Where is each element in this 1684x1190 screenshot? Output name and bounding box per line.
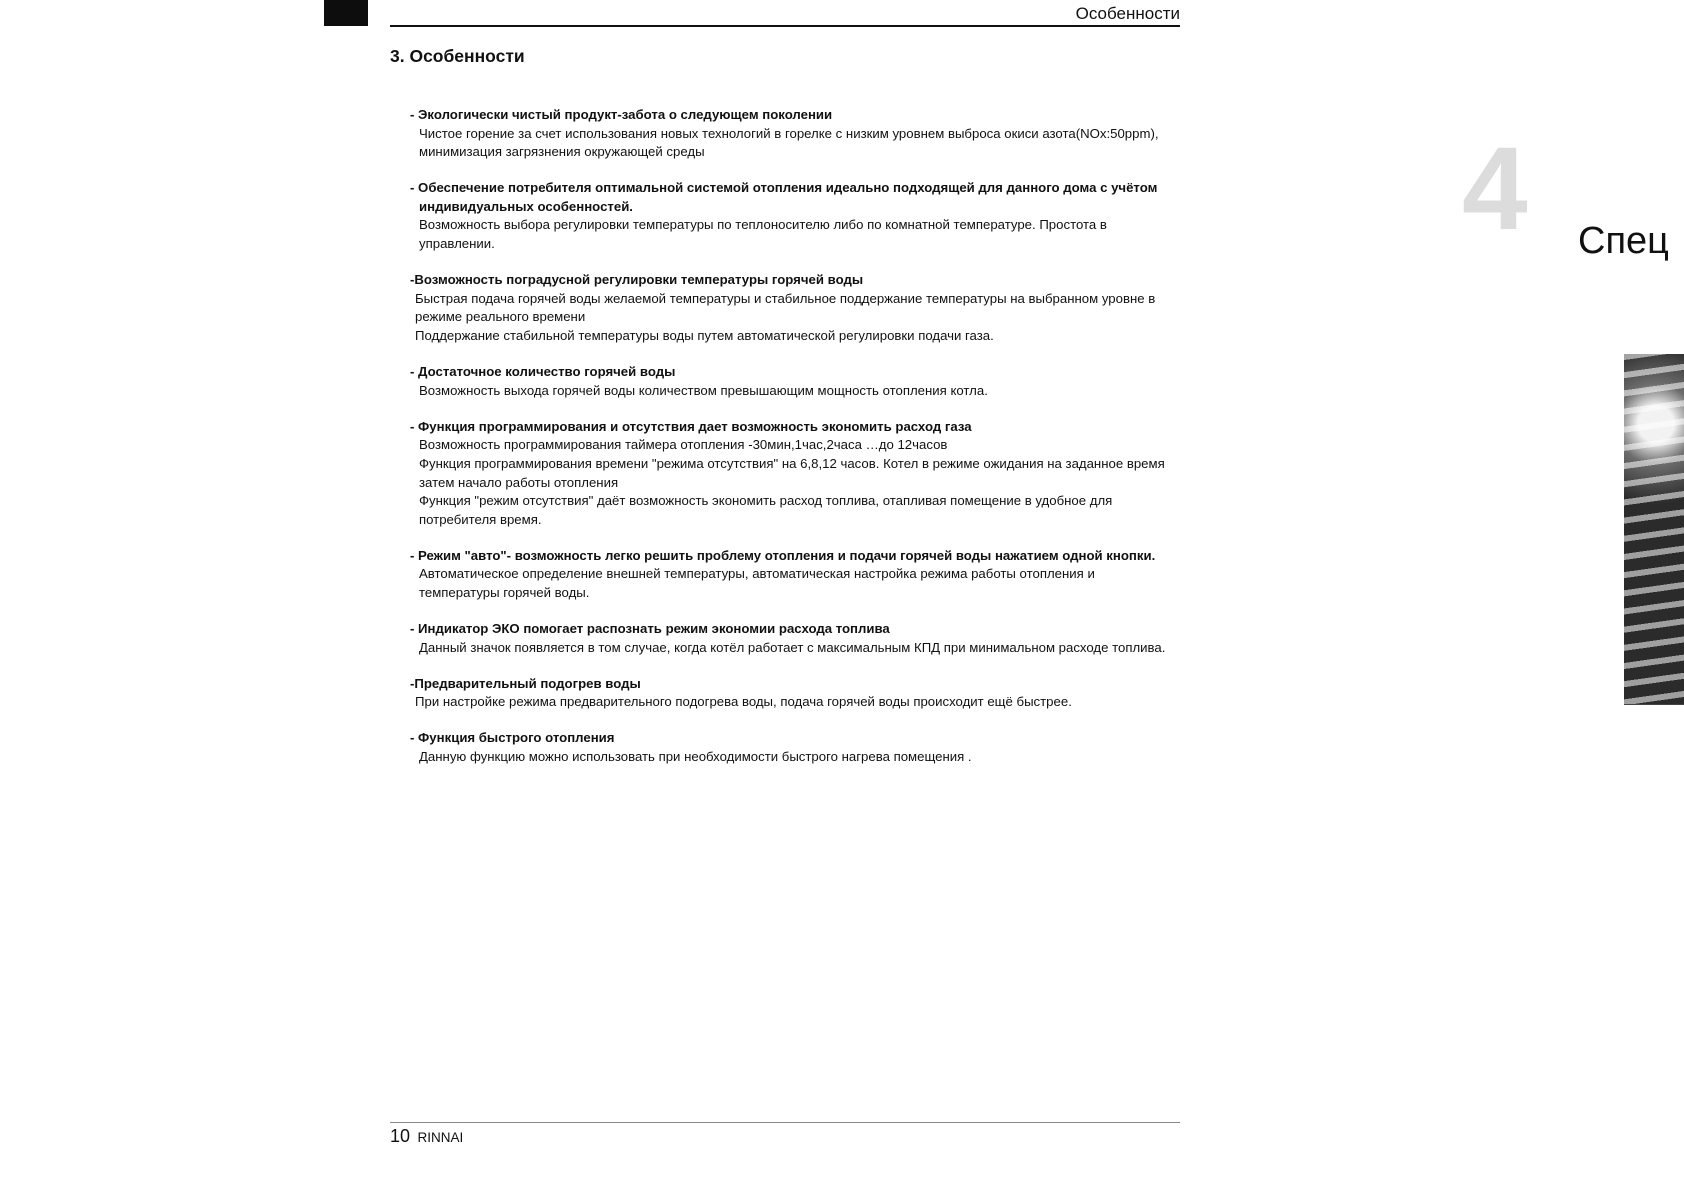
feature-text: температуры горячей воды. [419, 584, 590, 600]
feature-title: - Обеспечение потребителя оптимальной системой отопления идеально подходящей для данного дома с учётом [410, 180, 1158, 196]
feature-item [410, 179, 1190, 253]
feature-title: - Функция программирования и отсутствия дает возможность экономить расход газа [410, 418, 972, 434]
feature-title: -Возможность поградусной регулировки температуры горячей воды [410, 272, 864, 288]
feature-item [410, 363, 1190, 400]
feature-item [410, 729, 1190, 766]
feature-title: - Режим "авто"- возможность легко решить проблему отопления и подачи горячей воды нажатием одной кнопки. [410, 547, 1156, 563]
header-rule [390, 25, 1180, 27]
feature-text: Функция программирования времени "режима отсутствия" на 6,8,12 часов. Котел в режиме ожидания на заданное время [419, 455, 1165, 471]
next-chapter-number: 4 [1462, 123, 1528, 255]
feature-item [410, 547, 1190, 603]
feature-text: При настройке режима предварительного подогрева воды, подача горячей воды происходит ещё быстрее. [415, 694, 1072, 710]
feature-text: Автоматическое определение внешней температуры, автоматическая настройка режима работы отопления и [419, 566, 1095, 582]
feature-list [410, 106, 1190, 784]
page-footer [390, 1126, 463, 1147]
feature-text: Данный значок появляется в том случае, когда котёл работает с максимальным КПД при минимальном расходе топлива. [419, 639, 1166, 655]
feature-text: Возможность выбора регулировки температуры по теплоносителю либо по комнатной температуре. Простота в [419, 217, 1107, 233]
feature-item [410, 106, 1190, 162]
footer-rule [390, 1122, 1180, 1123]
feature-text: Функция "режим отсутствия" даёт возможность экономить расход топлива, отапливая помещение в удобное для [419, 493, 1113, 509]
feature-text: Чистое горение за счет использования новых технологий в горелке с низким уровнем выброса окиси азота(NOx:50ppm), [419, 125, 1159, 141]
feature-title: -Предварительный подогрев воды [410, 675, 641, 691]
feature-title: - Достаточное количество горячей воды [410, 364, 676, 380]
feature-item [410, 271, 1190, 345]
feature-text: Возможность программирования таймера отопления -30мин,1час,2часа …до 12часов [419, 437, 948, 453]
feature-title-continuation: индивидуальных особенностей. [419, 198, 633, 214]
next-chapter-title: Спец [1578, 220, 1669, 262]
brand-name: RINNAI [417, 1130, 464, 1145]
feature-title: - Экологически чистый продукт-забота о следующем поколении [410, 107, 833, 122]
running-header-title: Особенности [1075, 4, 1180, 23]
feature-text: управлении. [419, 236, 495, 252]
feature-title: - Функция быстрого отопления [410, 730, 615, 746]
feature-item [410, 418, 1190, 530]
feature-text: минимизация загрязнения окружающей среды [419, 144, 705, 160]
feature-text: Поддержание стабильной температуры воды путем автоматической регулировки подачи газа. [415, 327, 994, 343]
next-page-photo [1624, 354, 1684, 705]
section-title: 3. Особенности [390, 46, 525, 66]
feature-text: затем начало работы отопления [419, 474, 619, 490]
feature-text: Данную функцию можно использовать при необходимости быстрого нагрева помещения . [419, 749, 972, 765]
feature-text: потребителя время. [419, 511, 542, 527]
page-number: 10 [390, 1126, 411, 1146]
feature-item [410, 620, 1190, 657]
feature-text: Возможность выхода горячей воды количеством превышающим мощность отопления котла. [419, 382, 988, 398]
feature-text: режиме реального времени [415, 309, 586, 325]
feature-item [410, 675, 1190, 712]
corner-tab-marker [324, 0, 368, 26]
feature-title: - Индикатор ЭКО помогает распознать режим экономии расхода топлива [410, 621, 890, 637]
feature-text: Быстрая подача горячей воды желаемой температуры и стабильное поддержание температуры на выбранном уровне в [415, 290, 1156, 306]
